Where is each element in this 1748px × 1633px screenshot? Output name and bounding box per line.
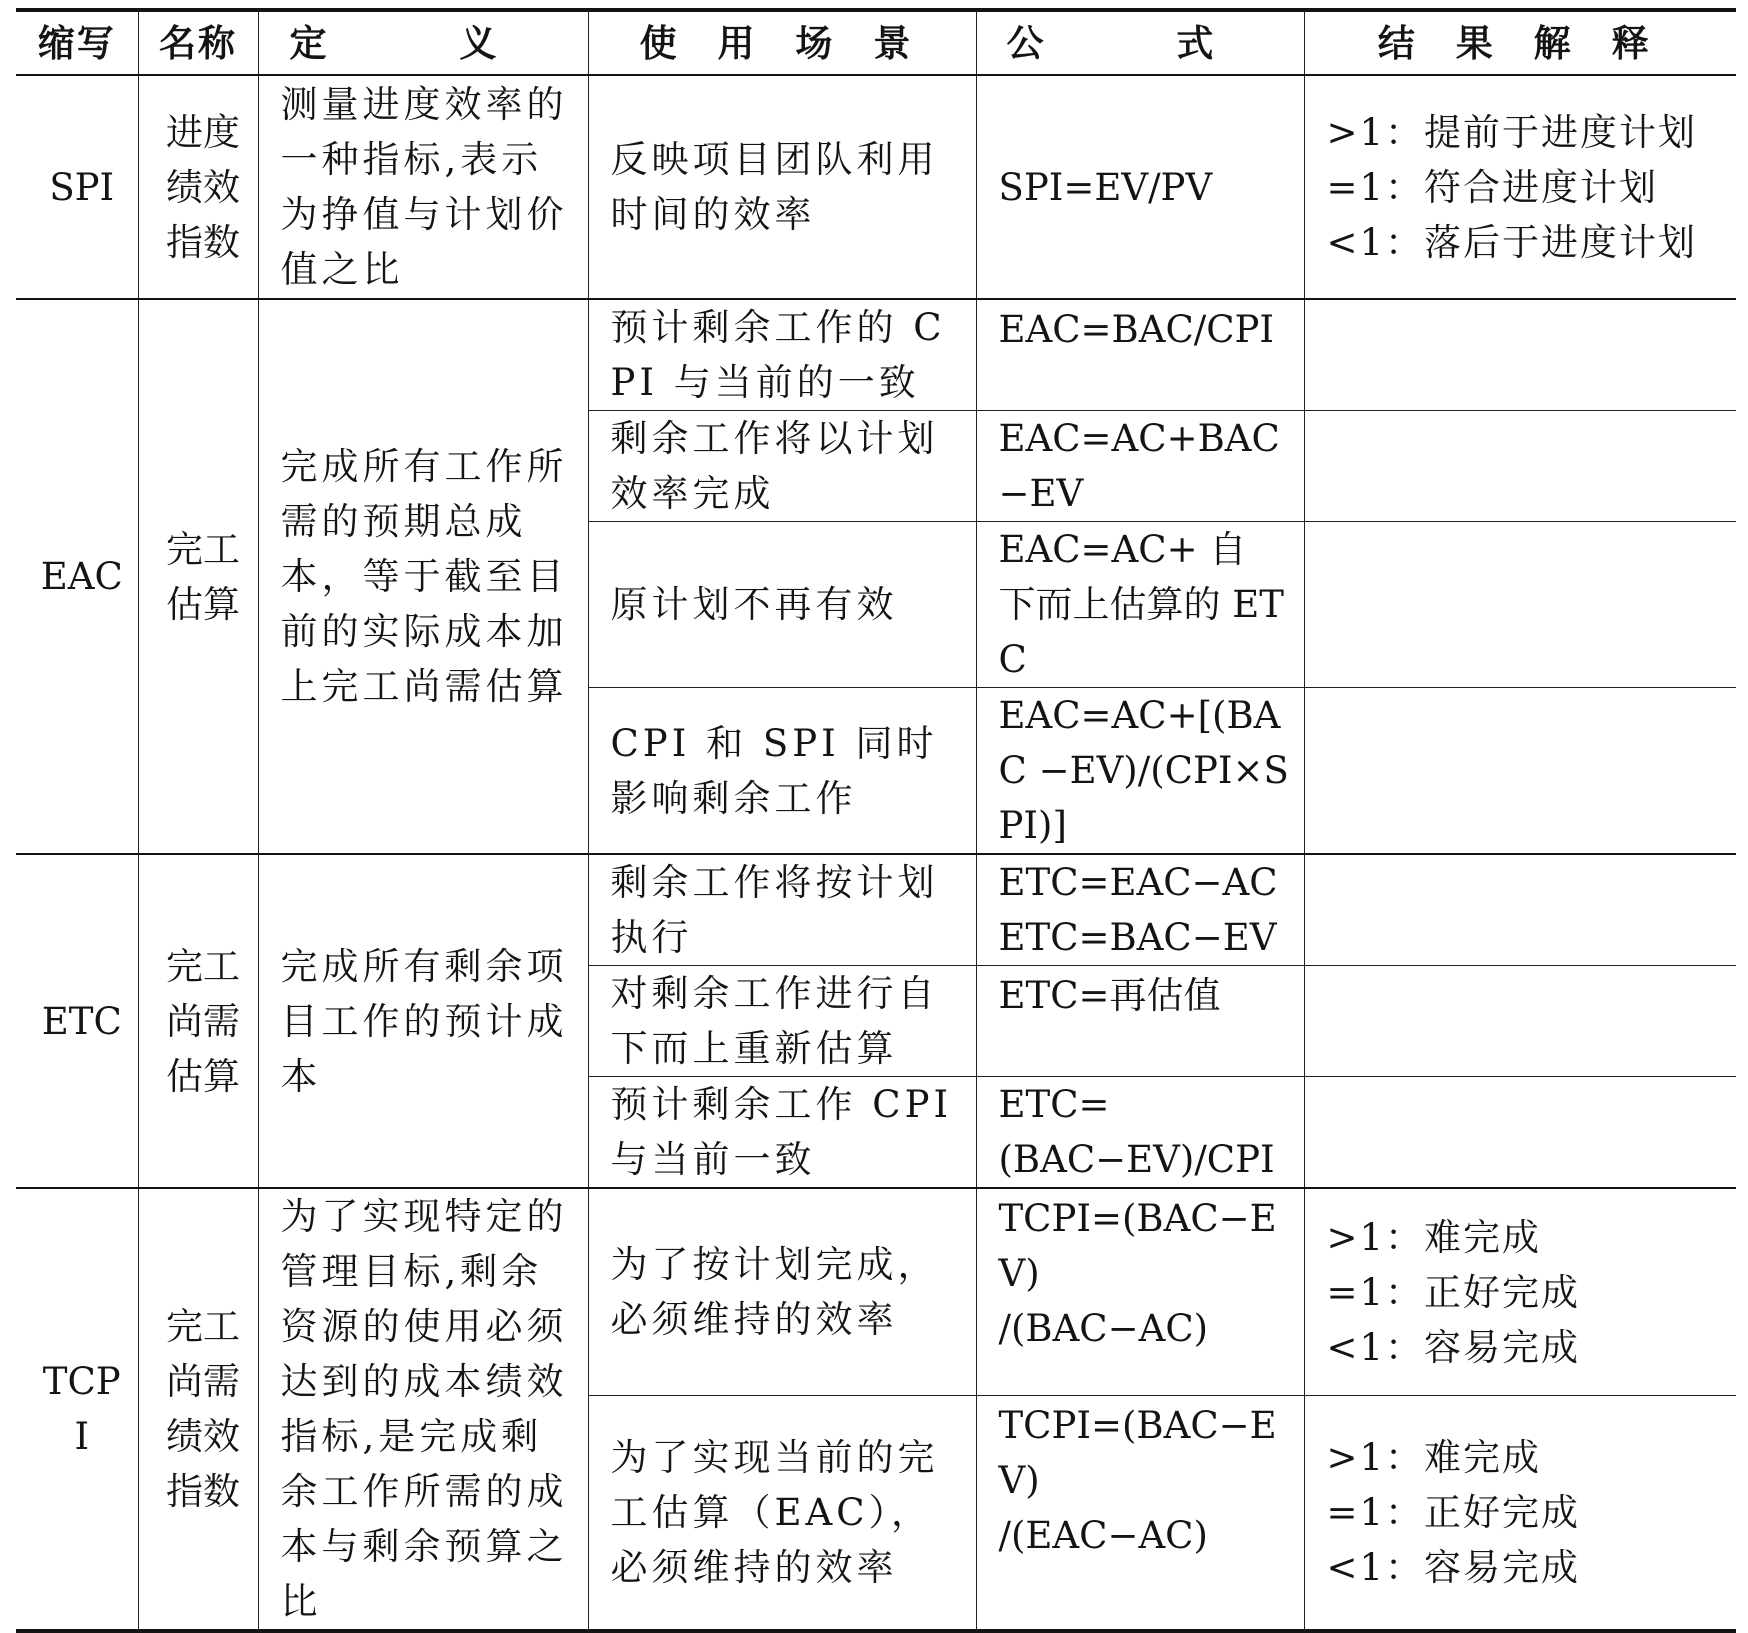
etc-result-empty: [1304, 966, 1736, 1077]
header-row: [16, 10, 1736, 75]
header-definition: 定 义: [258, 10, 588, 75]
tcpi-result-line: <1：容易完成: [1326, 1546, 1581, 1590]
etc-formula-line: ETC=再估值: [998, 974, 1221, 1017]
tcpi-formula-line: TCPI=(BAC−EV): [998, 1197, 1277, 1295]
tcpi-formula: [976, 1188, 1304, 1396]
etc-formula-line: (BAC−EV)/CPI: [998, 1138, 1275, 1181]
eac-definition: 完成所有工作所需的预期总成本，等于截至目前的实际成本加上完工尚需估算: [258, 299, 588, 854]
earned-value-metrics-table: [16, 8, 1736, 1633]
eac-abbr: EAC: [16, 299, 138, 854]
eac-scenario: 剩余工作将以计划效率完成: [588, 411, 976, 522]
tcpi-formula-line: /(EAC−AC): [998, 1514, 1208, 1558]
tcpi-result-line: =1：正好完成: [1326, 1491, 1581, 1535]
etc-formula: [976, 966, 1304, 1077]
spi-scenario: 反映项目团队利用时间的效率: [588, 75, 976, 299]
spi-result-line: >1：提前于进度计划: [1326, 110, 1698, 154]
etc-result-empty: [1304, 854, 1736, 966]
etc-scenario: 预计剩余工作 CPI 与当前一致: [588, 1077, 976, 1189]
header-scenario: 使 用 场 景: [588, 10, 976, 75]
eac-formula: EAC=BAC/CPI: [976, 299, 1304, 411]
header-name: 名称: [138, 10, 258, 75]
tcpi-result-line: =1：正好完成: [1326, 1270, 1581, 1314]
eac-scenario: CPI 和 SPI 同时影响剩余工作: [588, 688, 976, 855]
eac-result-empty: [1304, 688, 1736, 855]
tcpi-scenario: 为了实现当前的完工估算（EAC），必须维持的效率: [588, 1396, 976, 1631]
etc-definition: 完成所有剩余项目工作的预计成本: [258, 854, 588, 1188]
tcpi-formula-line: /(BAC−AC): [998, 1307, 1209, 1350]
tcpi-result-line: >1：难完成: [1326, 1215, 1542, 1259]
eac-formula: EAC=AC+BAC−EV: [976, 411, 1304, 522]
spi-name: 进度绩效指数: [138, 75, 258, 299]
tcpi-formula: [976, 1396, 1304, 1631]
tcpi-result-line: <1：容易完成: [1326, 1325, 1581, 1369]
header-formula: 公 式: [976, 10, 1304, 75]
spi-formula: SPI=EV/PV: [976, 75, 1304, 299]
etc-scenario: 剩余工作将按计划执行: [588, 854, 976, 966]
tcpi-abbr: TCPI: [16, 1188, 138, 1631]
etc-formula: [976, 1077, 1304, 1189]
eac-row: [16, 299, 1736, 411]
tcpi-name: 完工尚需绩效指数: [138, 1188, 258, 1631]
spi-definition: 测量进度效率的一种指标,表示为挣值与计划价值之比: [258, 75, 588, 299]
tcpi-scenario: 为了按计划完成，必须维持的效率: [588, 1188, 976, 1396]
etc-abbr: ETC: [16, 854, 138, 1188]
etc-scenario: 对剩余工作进行自下而上重新估算: [588, 966, 976, 1077]
etc-row: [16, 854, 1736, 966]
tcpi-row: [16, 1188, 1736, 1396]
etc-result-empty: [1304, 1077, 1736, 1189]
tcpi-result-line: >1：难完成: [1326, 1436, 1542, 1480]
spi-result: [1304, 75, 1736, 299]
eac-result-empty: [1304, 522, 1736, 688]
spi-result-line: <1：落后于进度计划: [1326, 220, 1698, 264]
tcpi-definition: 为了实现特定的管理目标,剩余资源的使用必须达到的成本绩效指标,是完成剩余工作所需的成本与剩余预算之比: [258, 1188, 588, 1631]
etc-formula: [976, 854, 1304, 966]
etc-formula-line: ETC=: [998, 1083, 1110, 1126]
spi-abbr: SPI: [16, 75, 138, 299]
eac-scenario: 预计剩余工作的 CPI 与当前的一致: [588, 299, 976, 411]
spi-result-line: =1：符合进度计划: [1326, 165, 1659, 209]
tcpi-result: [1304, 1188, 1736, 1396]
etc-formula-line: ETC=BAC−EV: [998, 916, 1277, 959]
eac-result-empty: [1304, 299, 1736, 411]
eac-formula: EAC=AC+[(BAC −EV)/(CPI×SPI)]: [976, 688, 1304, 855]
etc-name: 完工尚需估算: [138, 854, 258, 1188]
eac-result-empty: [1304, 411, 1736, 522]
tcpi-result: [1304, 1396, 1736, 1631]
eac-formula: EAC=AC+ 自 下而上估算的 ETC: [976, 522, 1304, 688]
header-abbr: 缩写: [16, 10, 138, 75]
header-result: 结 果 解 释: [1304, 10, 1736, 75]
etc-formula-line: ETC=EAC−AC: [998, 861, 1278, 904]
tcpi-formula-line: TCPI=(BAC−EV): [998, 1404, 1277, 1503]
spi-row: [16, 75, 1736, 299]
eac-name: 完工估算: [138, 299, 258, 854]
eac-scenario: 原计划不再有效: [588, 522, 976, 688]
